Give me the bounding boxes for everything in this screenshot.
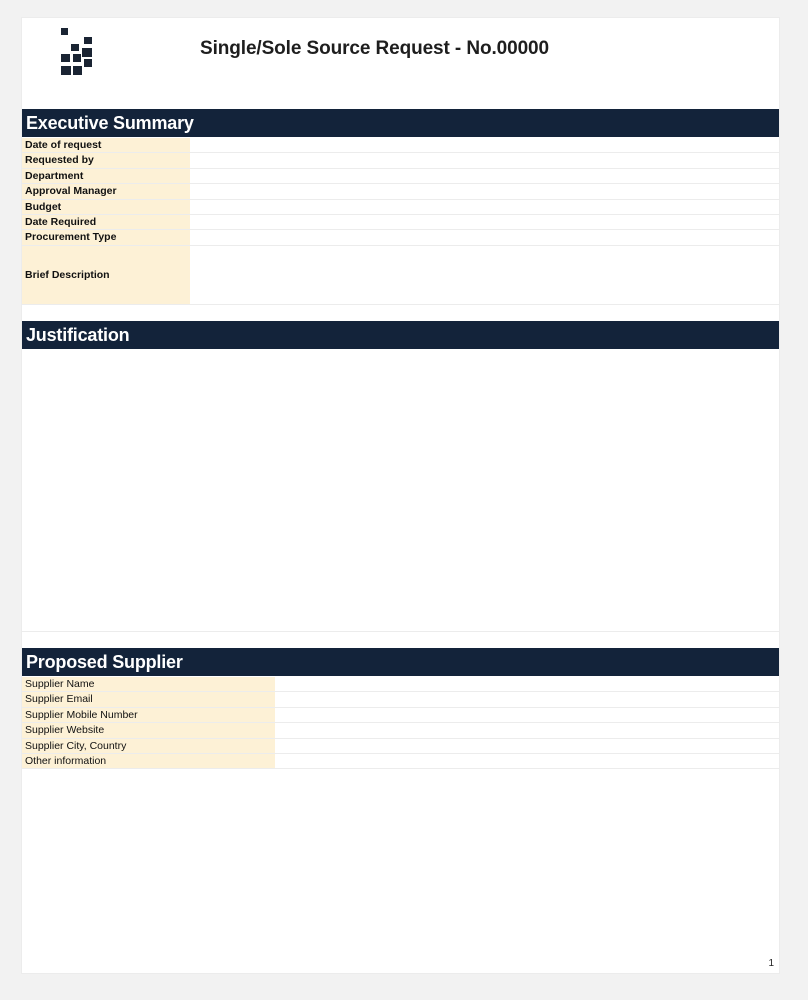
field-label: Supplier Website — [22, 723, 275, 737]
document-page — [22, 18, 779, 973]
field-row-date-of-request — [22, 138, 779, 153]
field-row-supplier-email — [22, 692, 779, 707]
company-logo-icon — [57, 28, 97, 82]
field-row-supplier-city-country — [22, 739, 779, 754]
field-label: Budget — [22, 200, 190, 214]
procurement-type-field[interactable] — [190, 230, 779, 244]
supplier-mobile-field[interactable] — [275, 708, 779, 722]
field-label: Department — [22, 169, 190, 183]
field-label: Date Required — [22, 215, 190, 229]
document-title: Single/Sole Source Request - No.00000 — [200, 38, 549, 59]
field-row-procurement-type — [22, 230, 779, 245]
field-row-date-required — [22, 215, 779, 230]
field-row-budget — [22, 200, 779, 215]
field-row-department — [22, 169, 779, 184]
executive-summary-heading: Executive Summary — [22, 109, 779, 137]
field-row-supplier-name — [22, 677, 779, 692]
field-label: Procurement Type — [22, 230, 190, 244]
proposed-supplier-heading: Proposed Supplier — [22, 648, 779, 676]
justification-text-area[interactable] — [22, 349, 779, 632]
field-label: Requested by — [22, 153, 190, 167]
field-label: Date of request — [22, 138, 190, 152]
brief-description-field[interactable] — [190, 246, 779, 304]
field-label: Other information — [22, 754, 275, 768]
proposed-supplier-table — [22, 677, 779, 769]
supplier-city-country-field[interactable] — [275, 739, 779, 753]
field-label: Approval Manager — [22, 184, 190, 198]
field-label: Supplier Email — [22, 692, 275, 706]
justification-heading: Justification — [22, 321, 779, 349]
date-required-field[interactable] — [190, 215, 779, 229]
field-row-brief-description — [22, 246, 779, 305]
budget-field[interactable] — [190, 200, 779, 214]
supplier-email-field[interactable] — [275, 692, 779, 706]
supplier-website-field[interactable] — [275, 723, 779, 737]
field-row-supplier-mobile — [22, 708, 779, 723]
field-label: Supplier City, Country — [22, 739, 275, 753]
field-label: Brief Description — [22, 246, 190, 304]
field-row-supplier-website — [22, 723, 779, 738]
field-row-other-information — [22, 754, 779, 769]
other-information-field[interactable] — [275, 754, 779, 768]
requested-by-field[interactable] — [190, 153, 779, 167]
date-of-request-field[interactable] — [190, 138, 779, 152]
field-row-approval-manager — [22, 184, 779, 199]
field-row-requested-by — [22, 153, 779, 168]
approval-manager-field[interactable] — [190, 184, 779, 198]
field-label: Supplier Mobile Number — [22, 708, 275, 722]
field-label: Supplier Name — [22, 677, 275, 691]
executive-summary-table — [22, 138, 779, 305]
department-field[interactable] — [190, 169, 779, 183]
page-number: 1 — [768, 958, 774, 969]
supplier-name-field[interactable] — [275, 677, 779, 691]
